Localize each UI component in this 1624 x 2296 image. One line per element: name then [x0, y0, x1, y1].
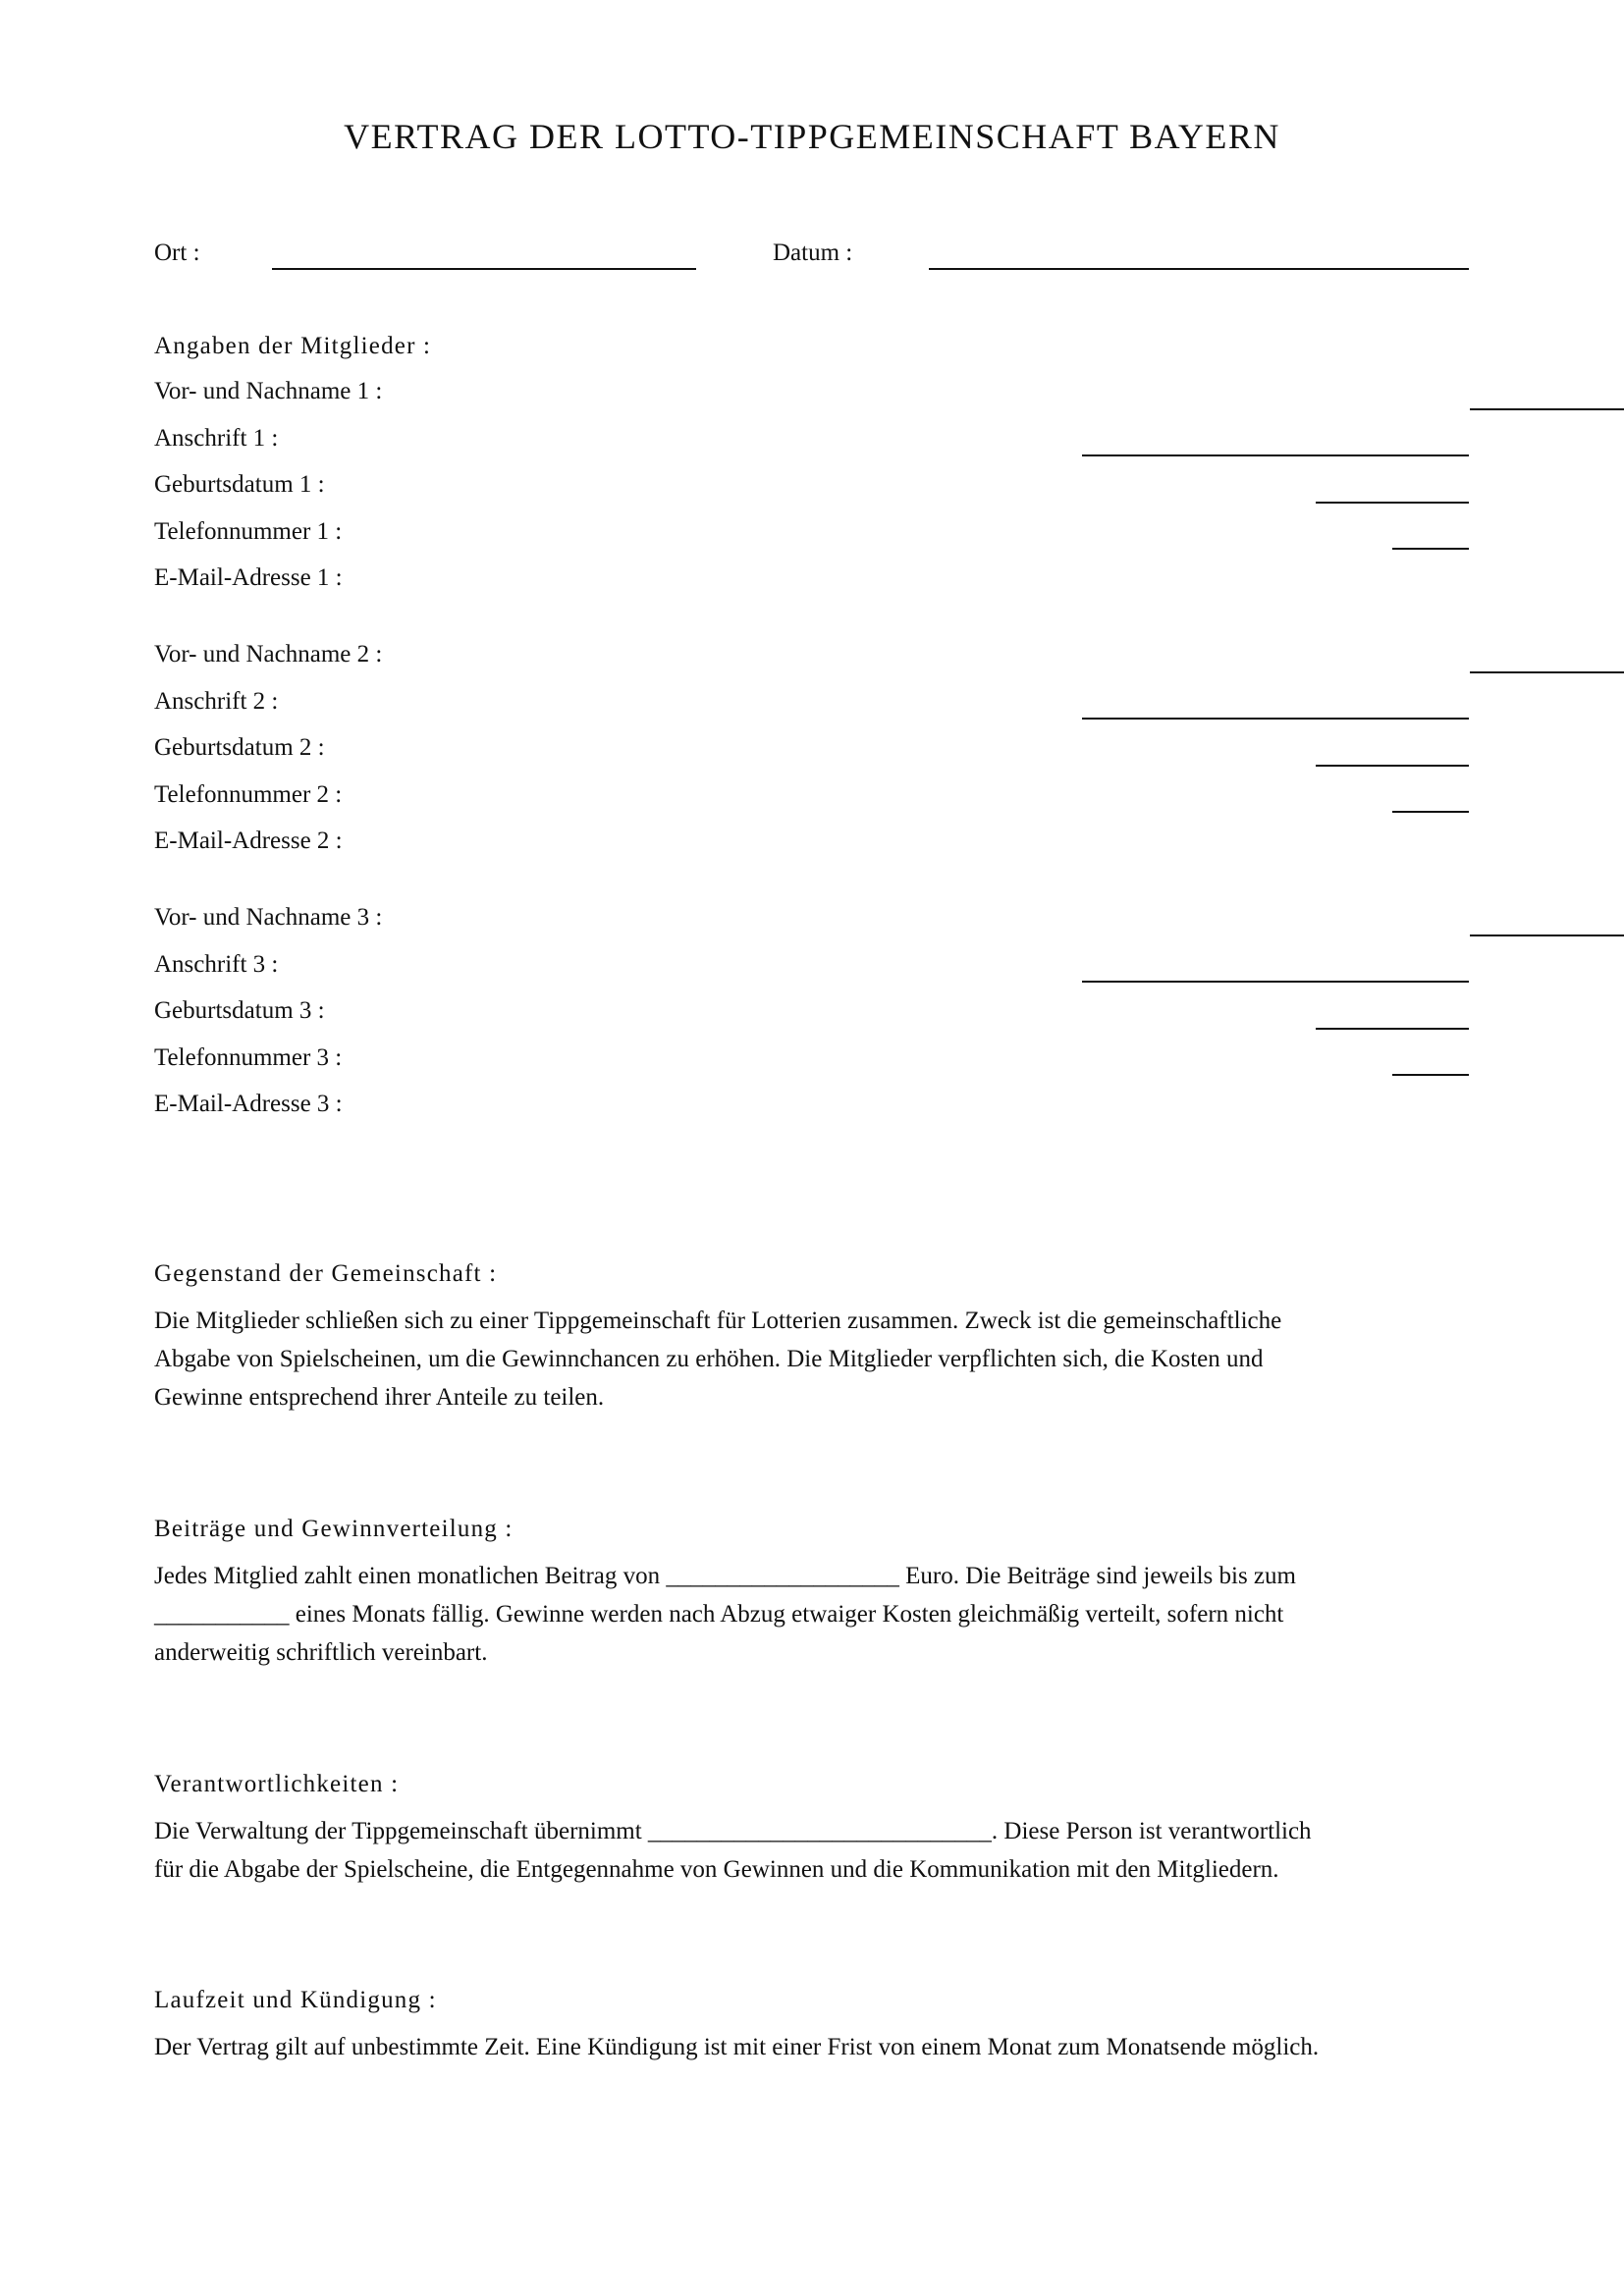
member-3-birth-line[interactable] [1316, 1028, 1469, 1030]
datum-field-line[interactable] [929, 268, 1469, 270]
section-responsibilities-text: Die Verwaltung der Tippgemeinschaft übernimmt ____________________________. Diese Person ist verantwortlich für die Abgabe der Spielscheine, die Entgegennahme von Gewinnen und die Kommunikation mit den Mitgliedern. [154, 1818, 1312, 1883]
member-1-name-label: Vor- und Nachname 1 : [154, 378, 383, 404]
member-2-phone-label: Telefonnummer 2 : [154, 781, 343, 808]
member-1-birth-line[interactable] [1316, 502, 1469, 504]
member-2-name-label: Vor- und Nachname 2 : [154, 641, 383, 667]
member-2-birth-line[interactable] [1316, 765, 1469, 767]
ort-label: Ort : [154, 240, 200, 266]
datum-label: Datum : [773, 240, 853, 266]
document-title: VERTRAG DER LOTTO-TIPPGEMEINSCHAFT BAYERN [344, 117, 1280, 156]
member-3-email-label: E-Mail-Adresse 3 : [154, 1091, 343, 1117]
member-1-address-label: Anschrift 1 : [154, 425, 279, 452]
member-3-phone-line[interactable] [1392, 1074, 1469, 1076]
section-purpose-heading: Gegenstand der Gemeinschaft : [154, 1260, 498, 1287]
member-3-phone-label: Telefonnummer 3 : [154, 1044, 343, 1071]
member-2-name-line[interactable] [1470, 671, 1624, 673]
member-2-address-line[interactable] [1082, 718, 1469, 720]
section-contributions-heading: Beiträge und Gewinnverteilung : [154, 1516, 514, 1542]
member-3-birth-label: Geburtsdatum 3 : [154, 997, 325, 1024]
member-1-birth-label: Geburtsdatum 1 : [154, 471, 325, 498]
member-1-email-label: E-Mail-Adresse 1 : [154, 564, 343, 591]
member-3-address-label: Anschrift 3 : [154, 951, 279, 978]
member-3-name-line[interactable] [1470, 934, 1624, 936]
member-2-email-label: E-Mail-Adresse 2 : [154, 828, 343, 854]
ort-field-line[interactable] [272, 268, 696, 270]
member-2-phone-line[interactable] [1392, 811, 1469, 813]
section-responsibilities-heading: Verantwortlichkeiten : [154, 1771, 400, 1797]
section-term-text: Der Vertrag gilt auf unbestimmte Zeit. Eine Kündigung ist mit einer Frist von einem Monat zum Monatsende möglich. [154, 2034, 1320, 2060]
member-1-phone-label: Telefonnummer 1 : [154, 518, 343, 545]
member-3-address-line[interactable] [1082, 981, 1469, 983]
member-1-name-line[interactable] [1470, 408, 1624, 410]
member-2-address-label: Anschrift 2 : [154, 688, 279, 715]
section-purpose-text: Die Mitglieder schließen sich zu einer Tippgemeinschaft für Lotterien zusammen. Zweck ist die gemeinschaftliche Abgabe von Spielscheinen, um die Gewinnchancen zu erhöhen. Die Mitglieder verpflichten sich, die Kosten und Gewinne entsprechend ihrer Anteile zu teilen. [154, 1308, 1282, 1411]
member-1-phone-line[interactable] [1392, 548, 1469, 550]
member-3-name-label: Vor- und Nachname 3 : [154, 904, 383, 931]
section-term-heading: Laufzeit und Kündigung : [154, 1987, 437, 2013]
member-1-address-line[interactable] [1082, 454, 1469, 456]
member-2-birth-label: Geburtsdatum 2 : [154, 734, 325, 761]
section-contributions-text: Jedes Mitglied zahlt einen monatlichen Beitrag von ___________________ Euro. Die Beiträge sind jeweils bis zum ___________ eines Monats fällig. Gewinne werden nach Abzug etwaiger Kosten gleichmäßig verteilt, sofern nicht anderweitig schriftlich vereinbart. [154, 1563, 1296, 1666]
members-heading: Angaben der Mitglieder : [154, 333, 432, 359]
